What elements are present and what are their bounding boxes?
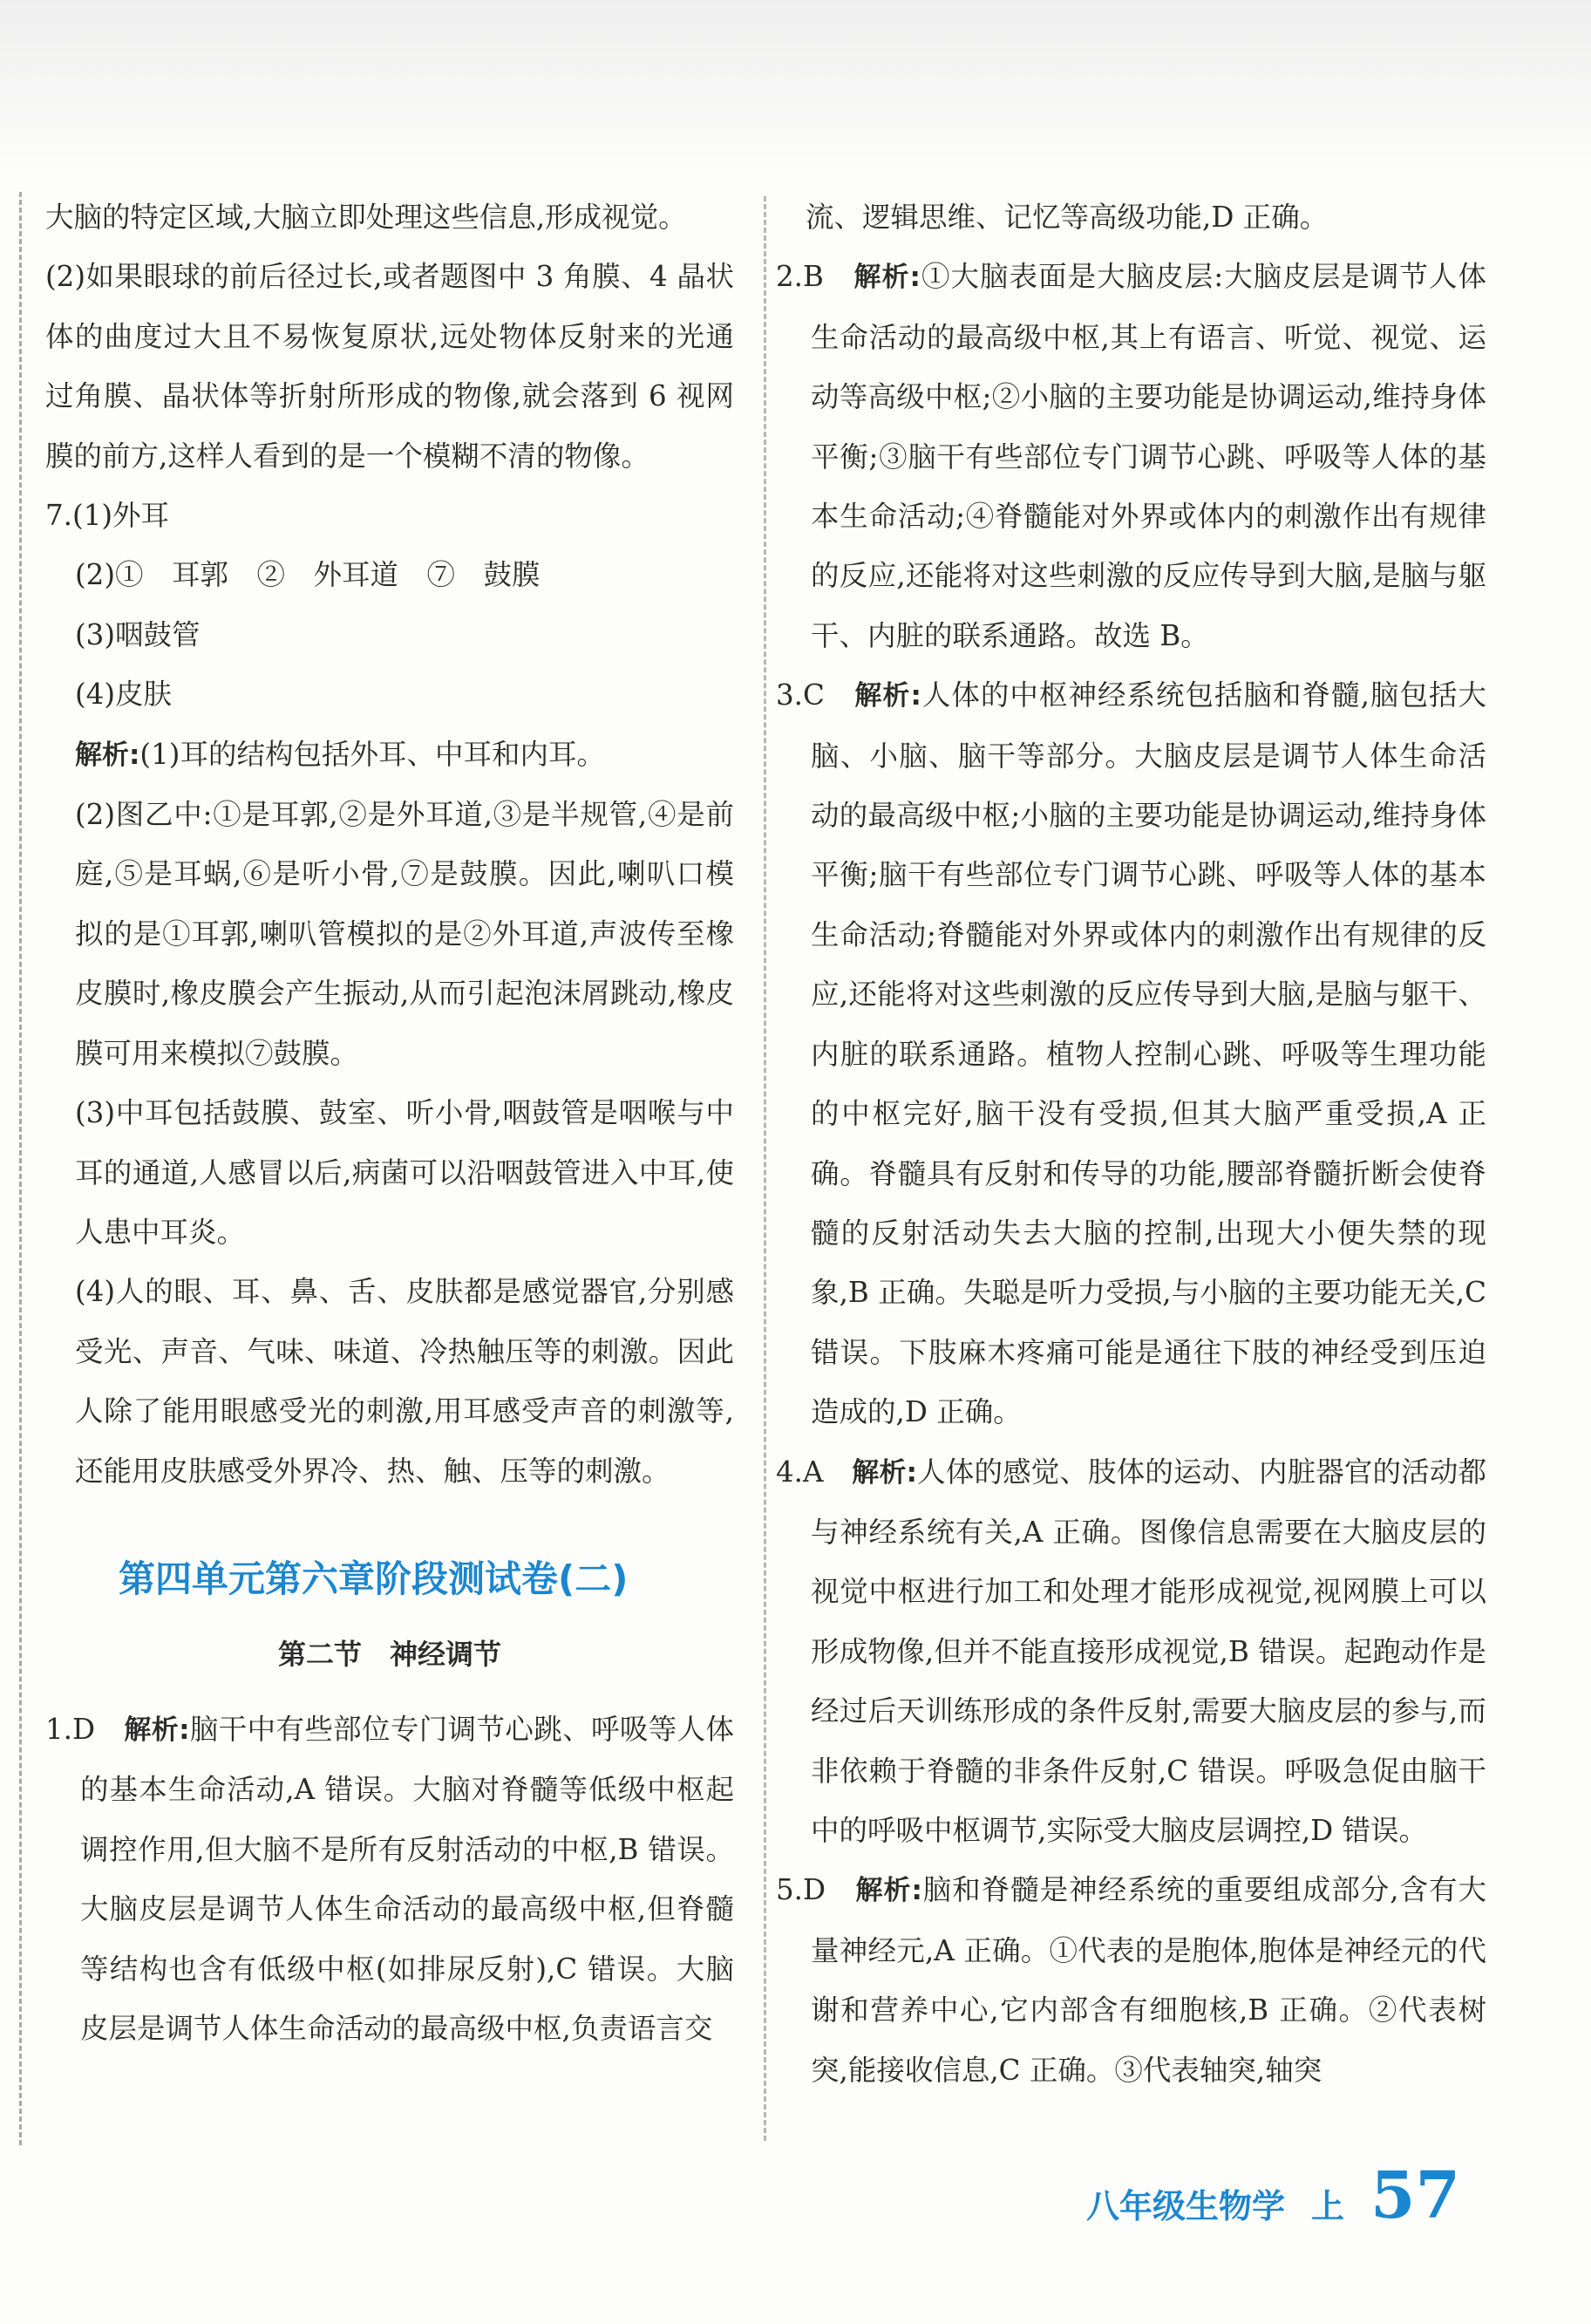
question-5 bbox=[776, 1860, 1486, 2100]
explanation-text: 脑干中有些部位专门调节心跳、呼吸等人体的基本生命活动,A 错误。大脑对脊髓等低级中枢起调控作用,但大脑不是所有反射活动的中枢,B 错误。大脑皮层是调节人体生命活动的最高级中枢,但脊髓等结构也含有低级中枢(如排尿反射),C 错误。大脑皮层是调节人体生命活动的最高级中枢,负责语言交 bbox=[80, 1712, 734, 2045]
answer-text: (2)如果眼球的前后径过长,或者题图中 3 角膜、4 晶状体的曲度过大且不易恢复原状,远处物体反射来的光通过角膜、晶状体等折射所形成的物像,就会落到 6 视网膜的前方,这样人看到的是一个模糊不清的物像。 bbox=[45, 260, 734, 473]
answer-text: (2)① 耳郭 ② 外耳道 ⑦ 鼓膜 bbox=[75, 558, 541, 592]
page-footer bbox=[1086, 2158, 1460, 2233]
page-number: 57 bbox=[1370, 2158, 1460, 2233]
answer-text: (1)外耳 bbox=[72, 499, 170, 533]
question-4 bbox=[776, 1442, 1486, 1861]
question-number: 2.B bbox=[776, 260, 824, 294]
answer-text: (4)皮肤 bbox=[75, 678, 173, 712]
explanation-text: 人体的中枢神经系统包括脑和脊髓,脑包括大脑、小脑、脑干等部分。大脑皮层是调节人体生命活动的最高级中枢;小脑的主要功能是协调运动,维持身体平衡;脑干有些部位专门调节心跳、呼吸等人体的基本生命活动;脊髓能对外界或体内的刺激作出有规律的反应,还能将对这些刺激的反应传导到大脑,是脑与躯干、内脏的联系通路。植物人控制心跳、呼吸等生理功能的中枢完好,脑干没有受损,但其大脑严重受损,A 正确。脊髓具有反射和传导的功能,腰部脊髓折断会使脊髓的反射活动失去大脑的控制,出现大小便失禁的现象,B 正确。失聪是听力受损,与小脑的主要功能无关,C 错误。下肢麻木疼痛可能是通往下肢的神经受到压迫造成的,D 正确。 bbox=[811, 678, 1486, 1429]
question-number: 1.D bbox=[45, 1712, 96, 1746]
section-title: 第四单元第六章阶段测试卷(二) bbox=[119, 1557, 629, 1600]
column-divider bbox=[764, 196, 766, 2141]
explanation-text: ①大脑表面是大脑皮层:大脑皮层是调节人体生命活动的最高级中枢,其上有语言、听觉、视觉、运动等高级中枢;②小脑的主要功能是协调运动,维持身体平衡;③脑干有些部位专门调节心跳、呼吸等人体的基本生命活动;④脊髓能对外界或体内的刺激作出有规律的反应,还能将对这些刺激的反应传导到大脑,是脑与躯干、内脏的联系通路。故选 B。 bbox=[811, 260, 1486, 652]
question-3 bbox=[776, 665, 1486, 1441]
footer-volume: 上 bbox=[1311, 2187, 1345, 2225]
explanation-label: 解析: bbox=[852, 1456, 917, 1489]
answer-text: 大脑的特定区域,大脑立即处理这些信息,形成视觉。 bbox=[45, 201, 687, 234]
explanation-label: 解析: bbox=[124, 1714, 190, 1746]
explanation-label: 解析: bbox=[853, 262, 921, 294]
question-number: 7. bbox=[45, 499, 73, 533]
explanation-label: 解析: bbox=[75, 739, 140, 771]
explanation-label: 解析: bbox=[855, 1875, 922, 1907]
left-column bbox=[45, 187, 734, 2058]
page-top-shade bbox=[0, 0, 1591, 174]
explanation bbox=[45, 725, 734, 785]
explanation-text: (4)人的眼、耳、鼻、舌、皮肤都是感觉器官,分别感受光、声音、气味、味道、冷热触压等的刺激。因此人除了能用眼感受光的刺激,用耳感受声音的刺激等,还能用皮肤感受外界冷、热、触、压等的刺激。 bbox=[75, 1275, 734, 1488]
footer-grade-subject: 八年级生物学 bbox=[1085, 2187, 1285, 2225]
explanation-text: (1)耳的结构包括外耳、中耳和内耳。 bbox=[139, 737, 605, 771]
question-number: 3.C bbox=[776, 678, 825, 712]
explanation-text: 流、逻辑思维、记忆等高级功能,D 正确。 bbox=[806, 201, 1329, 234]
explanation-label: 解析: bbox=[854, 680, 921, 712]
question-7 bbox=[45, 486, 734, 545]
question-1 bbox=[45, 1700, 734, 2058]
question-2 bbox=[776, 247, 1486, 665]
binding-dashed-line bbox=[19, 192, 22, 2145]
explanation-text: 脑和脊髓是神经系统的重要组成部分,含有大量神经元,A 正确。①代表的是胞体,胞体是神经元的代谢和营养中心,它内部含有细胞核,B 正确。②代表树突,能接收信息,C 正确。③代表轴突,轴突 bbox=[811, 1873, 1486, 2087]
question-number: 4.A bbox=[776, 1455, 824, 1489]
answer-text: (3)咽鼓管 bbox=[75, 617, 201, 651]
question-number: 5.D bbox=[776, 1873, 826, 1907]
explanation-text: (3)中耳包括鼓膜、鼓室、听小骨,咽鼓管是咽喉与中耳的通道,人感冒以后,病菌可以沿咽鼓管进入中耳,使人患中耳炎。 bbox=[75, 1096, 734, 1249]
right-column bbox=[776, 187, 1486, 2100]
explanation-text: (2)图乙中:①是耳郭,②是外耳道,③是半规管,④是前庭,⑤是耳蜗,⑥是听小骨,⑦是鼓膜。因此,喇叭口模拟的是①耳郭,喇叭管模拟的是②外耳道,声波传至橡皮膜时,橡皮膜会产生振动,从而引起泡沫屑跳动,橡皮膜可用来模拟⑦鼓膜。 bbox=[75, 798, 734, 1070]
explanation-text: 人体的感觉、肢体的运动、内脏器官的活动都与神经系统有关,A 正确。图像信息需要在大脑皮层的视觉中枢进行加工和处理才能形成视觉,视网膜上可以形成物像,但并不能直接形成视觉,B 错误。起跑动作是经过后天训练形成的条件反射,需要大脑皮层的参与,而非依赖于脊髓的非条件反射,C 错误。呼吸急促由脑干中的呼吸中枢调节,实际受大脑皮层调控,D 错误。 bbox=[811, 1455, 1486, 1847]
subsection-title: 第二节 神经调节 bbox=[277, 1637, 501, 1671]
